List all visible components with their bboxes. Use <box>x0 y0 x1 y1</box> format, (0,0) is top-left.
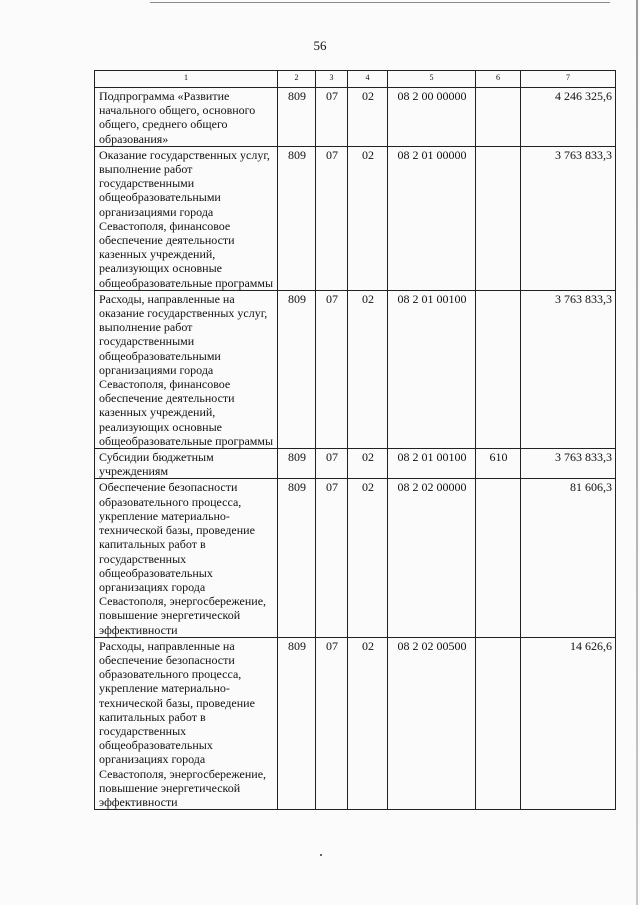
subsection-code: 02 <box>348 88 388 147</box>
ministry-code: 809 <box>278 290 316 448</box>
table-row <box>95 479 616 637</box>
table-row <box>95 146 616 290</box>
subsection-code: 02 <box>348 637 388 809</box>
table-row <box>95 88 616 147</box>
column-header: 5 <box>388 71 476 88</box>
expense-type-code <box>476 290 521 448</box>
amount: 3 763 833,3 <box>521 146 616 290</box>
column-header: 2 <box>278 71 316 88</box>
subsection-code: 02 <box>348 146 388 290</box>
column-header: 6 <box>476 71 521 88</box>
amount: 3 763 833,3 <box>521 449 616 479</box>
column-number-row <box>95 71 616 88</box>
expense-type-code <box>476 88 521 147</box>
table-row <box>95 449 616 479</box>
section-code: 07 <box>316 479 348 637</box>
column-header: 3 <box>316 71 348 88</box>
amount: 3 763 833,3 <box>521 290 616 448</box>
row-name: Оказание государственных услуг, выполнение работ государственными общеобразовательными организациями города Севастополя, финансовое обеспечение деятельности казенных учреждений, реализующих основные общеобразовательные программы <box>95 146 278 290</box>
section-code: 07 <box>316 146 348 290</box>
section-code: 07 <box>316 637 348 809</box>
target-article-code: 08 2 02 00000 <box>388 479 476 637</box>
target-article-code: 08 2 01 00100 <box>388 290 476 448</box>
expense-type-code <box>476 146 521 290</box>
expense-type-code <box>476 479 521 637</box>
table-row <box>95 637 616 809</box>
row-name: Расходы, направленные на оказание государственных услуг, выполнение работ государственными общеобразовательными организациями города Севастополя, финансовое обеспечение деятельности казенных учреждений, реализующих основные общеобразовательные программы <box>95 290 278 448</box>
row-name: Субсидии бюджетным учреждениям <box>95 449 278 479</box>
column-header: 1 <box>95 71 278 88</box>
section-code: 07 <box>316 88 348 147</box>
amount: 14 626,6 <box>521 637 616 809</box>
budget-table <box>94 70 616 810</box>
scan-edge-top <box>150 2 610 3</box>
table-row <box>95 290 616 448</box>
section-code: 07 <box>316 449 348 479</box>
amount: 81 606,3 <box>521 479 616 637</box>
column-header: 4 <box>348 71 388 88</box>
ministry-code: 809 <box>278 637 316 809</box>
ministry-code: 809 <box>278 88 316 147</box>
column-header: 7 <box>521 71 616 88</box>
row-name: Подпрограмма «Развитие начального общего, основного общего, среднего общего образования» <box>95 88 278 147</box>
target-article-code: 08 2 01 00100 <box>388 449 476 479</box>
target-article-code: 08 2 00 00000 <box>388 88 476 147</box>
scan-speck <box>320 854 322 856</box>
ministry-code: 809 <box>278 449 316 479</box>
expense-type-code: 610 <box>476 449 521 479</box>
section-code: 07 <box>316 290 348 448</box>
subsection-code: 02 <box>348 479 388 637</box>
subsection-code: 02 <box>348 290 388 448</box>
ministry-code: 809 <box>278 479 316 637</box>
subsection-code: 02 <box>348 449 388 479</box>
page-number: 56 <box>313 38 327 53</box>
row-name: Обеспечение безопасности образовательного процесса, укрепление материально-технической базы, проведение капитальных работ в государственных общеобразовательных организациях города Севастополя, энергосбережение, повышение энергетической эффективности <box>95 479 278 637</box>
target-article-code: 08 2 02 00500 <box>388 637 476 809</box>
amount: 4 246 325,6 <box>521 88 616 147</box>
expense-type-code <box>476 637 521 809</box>
scan-edge-right <box>636 0 638 905</box>
ministry-code: 809 <box>278 146 316 290</box>
target-article-code: 08 2 01 00000 <box>388 146 476 290</box>
row-name: Расходы, направленные на обеспечение безопасности образовательного процесса, укрепление материально-технической базы, проведение капитальных работ в государственных общеобразовательных организациях города Севастополя, энергосбережение, повышение энергетической эффективности <box>95 637 278 809</box>
